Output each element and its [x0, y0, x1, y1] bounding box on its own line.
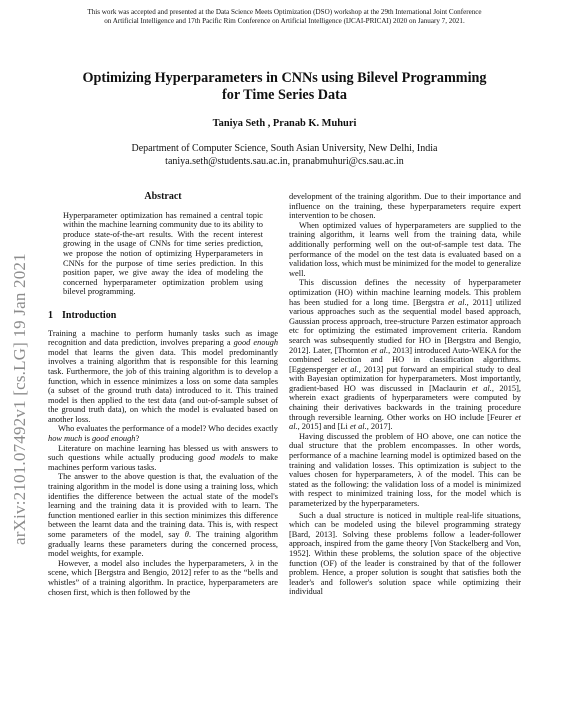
intro-paragraph-10: Such a dual structure is noticed in multiple real-life situations, which can be modeled using the bilevel programming strategy [Bard, 2013]. Solving these problems follow a leader-follower approach, inspired from the game theory [Von Stackelberg and Von, 1952]. Within these problems, the solution space of the objective function (OF) of the leader is constrained by that of the follower problem. Hence, a proper solution is sought that satisfies both the leader's and follower's solution space while optimizing their individual — [289, 510, 521, 597]
left-column — [48, 192, 278, 597]
section-title: Introduction — [62, 309, 117, 321]
notice-line-1: This work was accepted and presented at the Data Science Meets Optimization (DSO) workshop at the 29th International Joint Conference — [87, 8, 482, 16]
abstract-heading: Abstract — [144, 191, 182, 202]
intro-paragraph-7: When optimized values of hyperparameters are supplied to the training algorithm, it learns well from the training data, while additionally performing well on the out-of-sample test data. The performance of the model on the test data is evaluated based on a validation loss, which must be minimized for the model to generalize well. — [289, 220, 521, 278]
affiliation — [50, 142, 519, 168]
arxiv-identifier: arXiv:2101.07492v1 [cs.LG] 19 Jan 2021 — [10, 253, 29, 545]
abstract-text: Hyperparameter optimization has remained a central topic within the machine learning community due to its ability to produce state-of-the-art results. With the recent interest growing in the usage of CNNs for time series prediction, we propose the notion of optimizing Hyperparameters in CNNs for the purpose of time series prediction. In this position paper, we give away the idea of modeling the concerned hyperparameter optimization problem using bilevel programming. — [63, 210, 263, 297]
intro-paragraph-8: This discussion defines the necessity of hyperparameter optimization (HO) within machine learning models. This problem has been studied for a long time. [Bergstra et al., 2011] utilized various approaches such as the sequential model based approach, Gaussian process approach, tree-structure Parzen estimator approach etc for optimizing the estimated improvement criteria. Random search was subsequently studied for HO in [Bergstra and Bengio, 2012]. Later, [Thornton et al., 2013] introduced Auto-WEKA for the combined selection and HO in classification algorithms. [Eggensperger et al., 2013] put forward an empirical study to deal with Bayesian optimization for hyperparameters. Most importantly, gradient-based HO was discussed in [Maclaurin et al., 2015], wherein exact gradients of hyperparameters were computed by chaining their derivatives backwards in the training procedure through reversible learning. Other works on HO include [Feurer et al., 2015] and [Li et al., 2017]. — [289, 278, 522, 432]
publication-notice — [40, 8, 529, 26]
paper-title — [50, 70, 519, 104]
intro-paragraph-2: Who evaluates the performance of a model? Who decides exactly how much is good enough? — [48, 424, 278, 444]
author-list: Taniya Seth , Pranab K. Muhuri — [212, 118, 357, 129]
intro-paragraph-9: Having discussed the problem of HO above, one can notice the dual structure that the problem encompasses. In other words, performance of a machine learning model is optimized based on the training and validation losses. This optimization is subject to the values chosen for hyperparameters, λ of the model. This can be stated as the following: the validation loss of a model is minimized with respect to minimized training loss, for the model which is parameterized by the hyperparameters. — [289, 431, 521, 508]
affiliation-line: Department of Computer Science, South Asian University, New Delhi, India — [131, 143, 438, 154]
title-line-2: for Time Series Data — [222, 87, 347, 103]
section-number: 1 — [48, 309, 53, 321]
intro-paragraph-5: However, a model also includes the hyperparameters, λ in the scene, which [Bergstra and Bengio, 2012] refer to as the “bells and whistles” of a training algorithm. In practice, hyperparameters are chosen first, which is then followed by the — [48, 558, 278, 597]
section-heading — [48, 311, 278, 321]
intro-paragraph-6: development of the training algorithm. Due to their importance and influence on the training, these hyperparameters require expert intervention to be chosen. — [289, 192, 521, 221]
notice-line-2: on Artificial Intelligence and 17th Pacific Rim Conference on Artificial Intelligence (IJCAI-PRICAI) 2020 on January 7, 2021. — [104, 17, 465, 25]
intro-paragraph-1: Training a machine to perform humanly tasks such as image recognition and data prediction, involves preparing a good enough model that learns the given data. This model predominantly involves a training algorithm that is responsible for this learning task. Furthermore, the job of this training algorithm is to develop a function, which in essence minimizes a loss on some data samples (a subset of the ground truth data) introduced to it. This trained model is then applied to the test data (and out-of-sample subset of the ground truth data), on which the model is evaluated based on another loss. — [48, 328, 279, 424]
intro-paragraph-3: Literature on machine learning has blessed us with answers to such questions while actually producing good models to make machines perform various tasks. — [48, 443, 278, 472]
right-column — [289, 192, 521, 597]
intro-paragraph-4: The answer to the above question is that, the evaluation of the training algorithm in the model is done using a training loss, which identifies the difference between the actual state of the model's learning and the training data it is provided with to learn. The function mentioned earlier in this section minimizes this difference between the learnt data and the training data. This is, with respect some parameters of the model, say θ. The training algorithm gradually learns these parameters during the concerned process, model weights, for example. — [48, 472, 278, 559]
title-line-1: Optimizing Hyperparameters in CNNs using Bilevel Programming — [82, 70, 487, 86]
author-emails: taniya.seth@students.sau.ac.in, pranabmuhuri@cs.sau.ac.in — [165, 156, 404, 167]
